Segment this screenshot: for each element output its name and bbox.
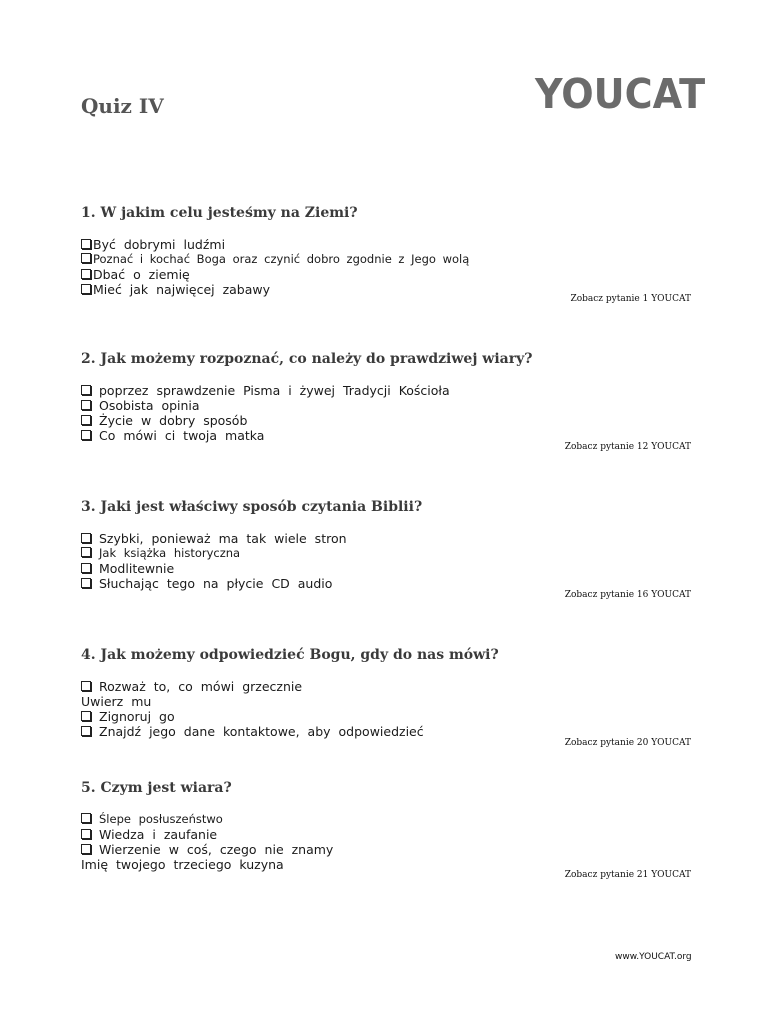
option-label: Uwierz mu [81, 694, 152, 709]
question-title: 1. W jakim celu jesteśmy na Ziemi? [81, 205, 358, 221]
option [81, 531, 691, 546]
option-label: Jak książka historyczna [99, 546, 241, 560]
option [81, 576, 691, 591]
checkbox[interactable] [81, 726, 91, 736]
question-4 [81, 647, 691, 748]
reference-link: Zobacz pytanie 21 YOUCAT [564, 870, 691, 880]
checkbox[interactable] [81, 578, 91, 588]
option [81, 267, 691, 282]
option [81, 827, 691, 842]
options-list [81, 812, 691, 872]
options-list [81, 679, 691, 739]
option-label: Mieć jak najwięcej zabawy [93, 282, 271, 297]
checkbox[interactable] [81, 239, 91, 249]
option-label: Słuchając tego na płycie CD audio [99, 576, 333, 591]
option-label: Osobista opinia [99, 398, 200, 413]
question-3 [81, 499, 691, 600]
reference-link: Zobacz pytanie 16 YOUCAT [564, 590, 691, 600]
option-label: Życie w dobry sposób [99, 413, 248, 428]
question-1 [81, 205, 691, 304]
option [81, 383, 691, 398]
option [81, 709, 691, 724]
checkbox[interactable] [81, 813, 91, 823]
footer-url[interactable]: www.YOUCAT.org [615, 952, 692, 962]
checkbox[interactable] [81, 844, 91, 854]
option-label: Ślepe posłuszeństwo [99, 812, 223, 826]
youcat-logo: YOUCAT [535, 70, 706, 118]
option-label: Co mówi ci twoja matka [99, 428, 265, 443]
option-label: Wiedza i zaufanie [99, 827, 218, 842]
reference-link: Zobacz pytanie 1 YOUCAT [570, 294, 691, 304]
checkbox[interactable] [81, 415, 91, 425]
options-list [81, 531, 691, 591]
option-label: Modlitewnie [99, 561, 175, 576]
option [81, 679, 691, 694]
question-2 [81, 351, 691, 452]
page-title: Quiz IV [81, 94, 164, 118]
checkbox[interactable] [81, 284, 91, 294]
option [81, 812, 691, 827]
checkbox[interactable] [81, 547, 91, 557]
checkbox[interactable] [81, 563, 91, 573]
option [81, 694, 691, 709]
checkbox[interactable] [81, 400, 91, 410]
question-title: 4. Jak możemy odpowiedzieć Bogu, gdy do nas mówi? [81, 647, 499, 663]
option [81, 398, 691, 413]
option [81, 546, 691, 561]
options-list [81, 383, 691, 443]
option-label: Znajdź jego dane kontaktowe, aby odpowiedzieć [99, 724, 424, 739]
option [81, 237, 691, 252]
reference-link: Zobacz pytanie 20 YOUCAT [564, 738, 691, 748]
option-label: Rozważ to, co mówi grzecznie [99, 679, 303, 694]
checkbox[interactable] [81, 385, 91, 395]
option-label: Imię twojego trzeciego kuzyna [81, 857, 284, 872]
checkbox[interactable] [81, 533, 91, 543]
option-label: Zignoruj go [99, 709, 175, 724]
option-label: Dbać o ziemię [93, 267, 190, 282]
checkbox[interactable] [81, 269, 91, 279]
option-label: Być dobrymi ludźmi [93, 237, 226, 252]
question-5 [81, 780, 691, 880]
question-title: 5. Czym jest wiara? [81, 780, 232, 796]
option [81, 413, 691, 428]
reference-link: Zobacz pytanie 12 YOUCAT [564, 442, 691, 452]
checkbox[interactable] [81, 430, 91, 440]
checkbox[interactable] [81, 253, 91, 263]
option-label: poprzez sprawdzenie Pisma i żywej Tradycji Kościoła [99, 383, 450, 398]
option [81, 428, 691, 443]
option-label: Szybki, ponieważ ma tak wiele stron [99, 531, 347, 546]
question-title: 2. Jak możemy rozpoznać, co należy do prawdziwej wiary? [81, 351, 533, 367]
checkbox[interactable] [81, 829, 91, 839]
option [81, 252, 691, 267]
option [81, 724, 691, 739]
option [81, 561, 691, 576]
checkbox[interactable] [81, 681, 91, 691]
option-label: Poznać i kochać Boga oraz czynić dobro zgodnie z Jego wolą [93, 252, 470, 266]
option-label: Wierzenie w coś, czego nie znamy [99, 842, 334, 857]
checkbox[interactable] [81, 711, 91, 721]
question-title: 3. Jaki jest właściwy sposób czytania Biblii? [81, 499, 423, 515]
option [81, 842, 691, 857]
options-list [81, 237, 691, 297]
